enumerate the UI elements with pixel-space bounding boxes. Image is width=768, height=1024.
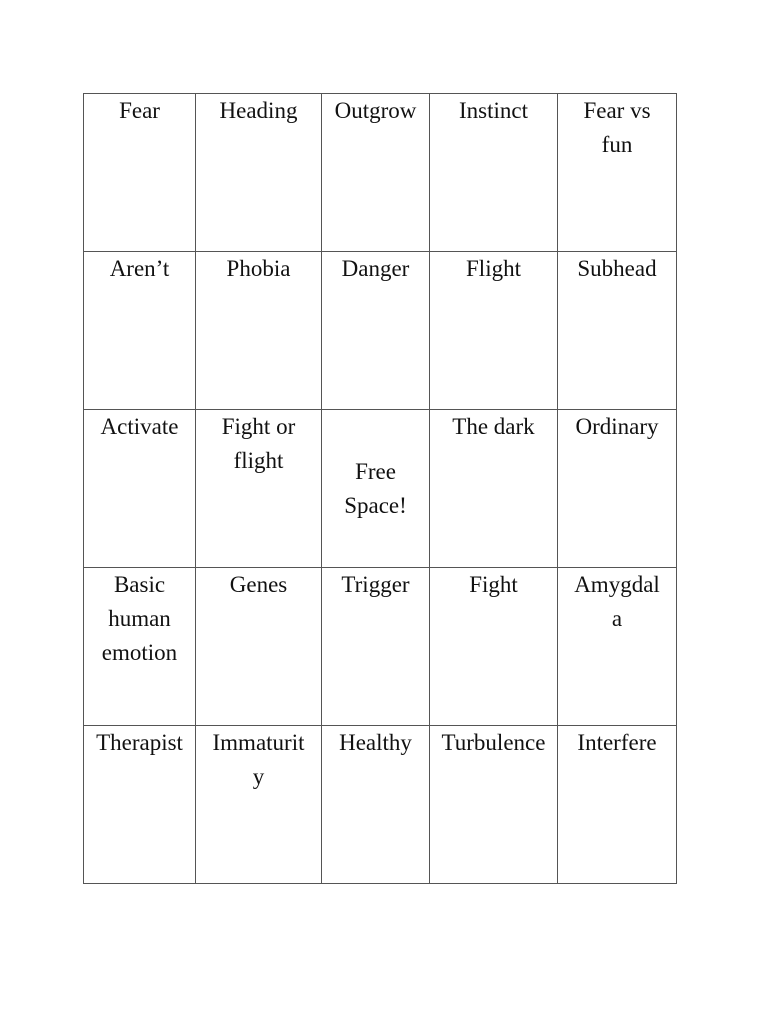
table-cell [196,410,322,568]
table-cell [196,726,322,884]
cell-text: Amygdal a [574,572,660,631]
table-cell [84,568,196,726]
cell-text: The dark [452,414,535,439]
table-cell [196,94,322,252]
cell-text: Flight [466,256,521,281]
table-row [84,726,677,884]
table-cell [430,252,558,410]
table-cell [196,568,322,726]
cell-text: Immaturit y [212,730,305,789]
table-cell [322,726,430,884]
cell-text: Aren’t [109,256,170,281]
table-cell [196,252,322,410]
table-row [84,252,677,410]
cell-text: Fight [469,572,518,597]
table-row [84,410,677,568]
table-cell [430,410,558,568]
cell-text: Fight or flight [221,414,296,473]
table-row [84,568,677,726]
cell-text: Interfere [577,730,657,755]
cell-text: Basic human emotion [101,572,178,665]
cell-text: Subhead [577,256,657,281]
table-cell [558,252,677,410]
free-space-text: Free Space! [344,458,407,518]
cell-text: Therapist [96,730,183,755]
table-cell [322,94,430,252]
table-cell [322,252,430,410]
table-cell [84,94,196,252]
table-cell [430,568,558,726]
table-cell [558,568,677,726]
bingo-card-table [83,93,677,884]
table-row [84,94,677,252]
table-cell [322,568,430,726]
cell-text: Fear [119,98,160,123]
cell-text: Phobia [226,256,291,281]
cell-text: Healthy [339,730,412,755]
table-cell [430,94,558,252]
free-space-cell [322,410,430,568]
cell-text: Fear vs fun [583,98,651,157]
table-cell [84,252,196,410]
table-cell [558,94,677,252]
table-cell [558,726,677,884]
cell-text: Instinct [459,98,528,123]
cell-text: Danger [341,256,410,281]
cell-text: Outgrow [334,98,417,123]
table-cell [558,410,677,568]
table-cell [84,410,196,568]
cell-text: Activate [100,414,179,439]
table-cell [430,726,558,884]
cell-text: Trigger [341,572,410,597]
cell-text: Heading [219,98,298,123]
cell-text: Ordinary [575,414,659,439]
table-cell [84,726,196,884]
cell-text: Genes [229,572,288,597]
cell-text: Turbulence [441,730,546,755]
